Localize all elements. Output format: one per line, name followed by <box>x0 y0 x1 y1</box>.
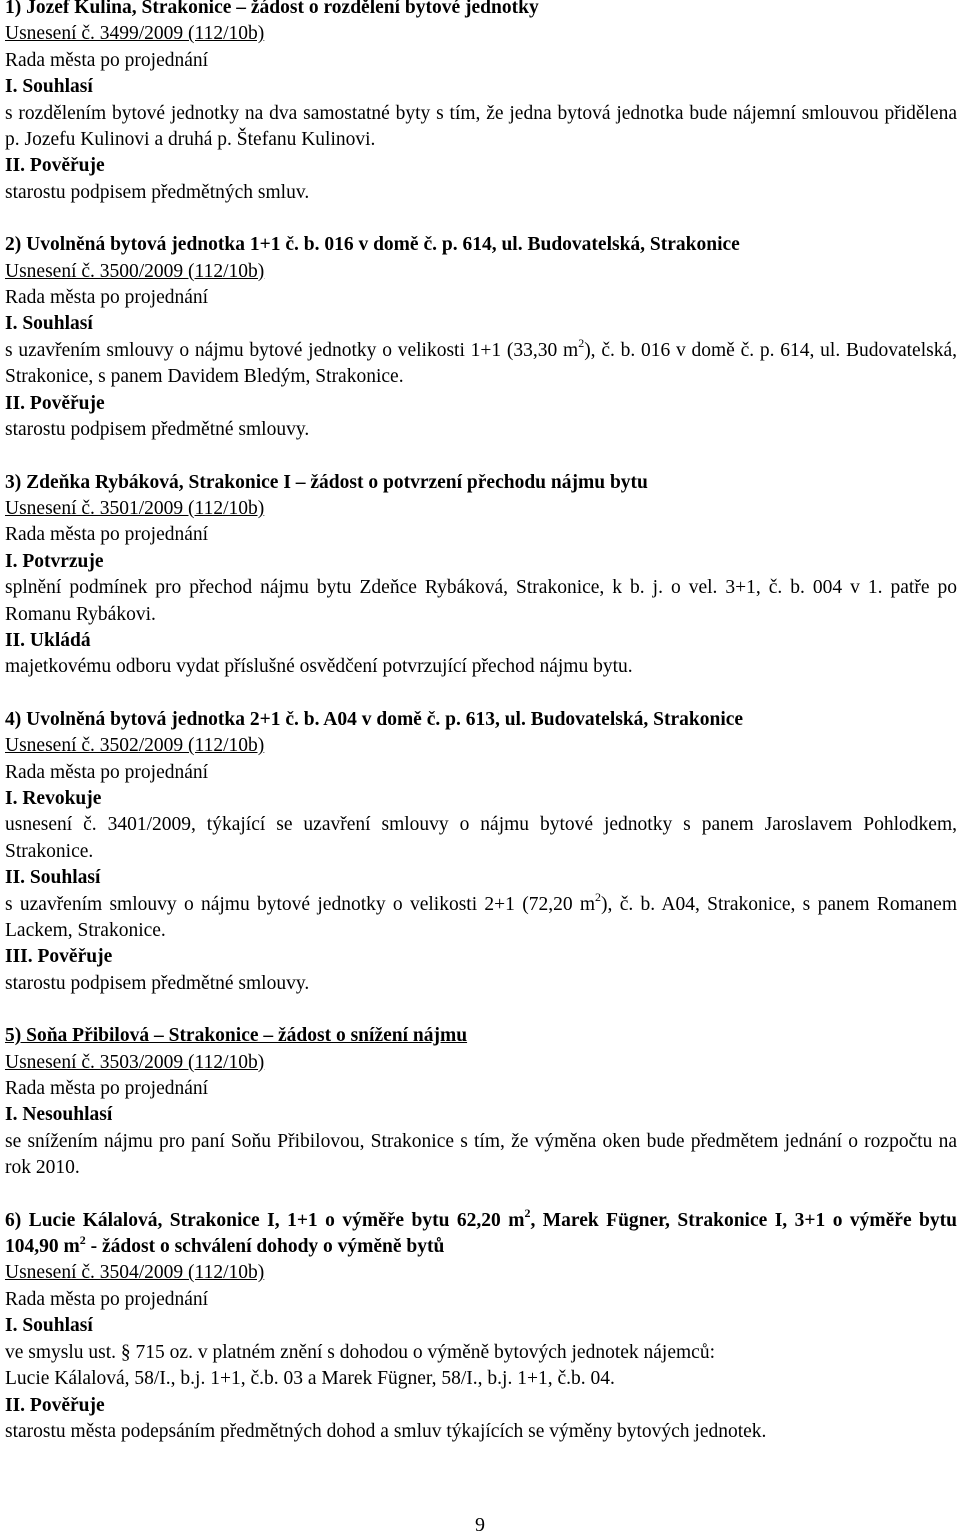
council-line: Rada města po projednání <box>5 761 209 783</box>
section-5 <box>5 1023 957 1181</box>
resolution-number: Usnesení č. 3501/2009 (112/10b) <box>5 497 265 519</box>
section-title: 5) Soňa Přibilová – Strakonice – žádost o snížení nájmu <box>5 1025 468 1047</box>
item-heading: I. Potvrzuje <box>5 550 104 572</box>
item-heading: II. Pověřuje <box>5 155 105 177</box>
item-text: starostu města podepsáním předmětných dohod a smluv týkajících se výměny bytových jednotek. <box>5 1420 767 1442</box>
section-6 <box>5 1208 957 1446</box>
title-part: - žádost o schválení dohody o výměně bytů <box>85 1236 445 1258</box>
document-page <box>5 0 957 1445</box>
council-line: Rada města po projednání <box>5 1078 209 1100</box>
item-text: majetkovému odboru vydat příslušné osvědčení potvrzující přechod nájmu bytu. <box>5 656 633 678</box>
page-number: 9 <box>475 1514 485 1536</box>
item-text: starostu podpisem předmětných smluv. <box>5 181 310 203</box>
item-heading: I. Souhlasí <box>5 76 93 98</box>
item-text-part: s uzavřením smlouvy o nájmu bytové jednotky o velikosti 2+1 (72,20 m <box>5 893 596 915</box>
title-part: , Marek Fügner, Strakonice I, 3+1 o výměře bytu 104,90 m <box>5 1209 957 1258</box>
item-heading: III. Pověřuje <box>5 946 113 968</box>
resolution-number: Usnesení č. 3504/2009 (112/10b) <box>5 1262 265 1284</box>
item-heading: I. Souhlasí <box>5 313 93 335</box>
resolution-number: Usnesení č. 3500/2009 (112/10b) <box>5 260 265 282</box>
item-text: splnění podmínek pro přechod nájmu bytu Zdeňce Rybáková, Strakonice, k b. j. o vel. 3+1, č. b. 004 v 1. patře po Romanu Rybákovi. <box>5 577 957 625</box>
item-heading: II. Pověřuje <box>5 1394 105 1416</box>
item-heading: I. Nesouhlasí <box>5 1104 113 1126</box>
resolution-number: Usnesení č. 3499/2009 (112/10b) <box>5 23 265 45</box>
superscript: 2 <box>79 1232 86 1247</box>
section-1 <box>5 0 957 206</box>
item-heading: I. Souhlasí <box>5 1315 93 1337</box>
item-text: se snížením nájmu pro paní Soňu Přibilovou, Strakonice s tím, že výměna oken bude předmětem jednání o rozpočtu na rok 2010. <box>5 1130 957 1179</box>
item-text: ve smyslu ust. § 715 oz. v platném znění s dohodou o výměně bytových jednotek nájemců: <box>5 1341 715 1363</box>
council-line: Rada města po projednání <box>5 524 209 546</box>
item-heading: II. Pověřuje <box>5 392 105 414</box>
section-3 <box>5 470 957 681</box>
title-part: 6) Lucie Kálalová, Strakonice I, 1+1 o výměře bytu 62,20 m <box>5 1209 525 1231</box>
section-2 <box>5 232 957 443</box>
item-text-part: s uzavřením smlouvy o nájmu bytové jednotky o velikosti 1+1 (33,30 m <box>5 339 579 361</box>
superscript: 2 <box>524 1206 531 1221</box>
item-text: s rozdělením bytové jednotky na dva samostatné byty s tím, že jedna bytová jednotka bude nájemní smlouvou přidělena p. Jozefu Kulinovi a druhá p. Štefanu Kulinovi. <box>5 102 957 151</box>
resolution-number: Usnesení č. 3503/2009 (112/10b) <box>5 1051 265 1073</box>
section-title: 1) Jozef Kulina, Strakonice – žádost o rozdělení bytové jednotky <box>5 0 539 18</box>
council-line: Rada města po projednání <box>5 49 209 71</box>
item-text <box>5 892 957 945</box>
superscript: 2 <box>578 336 585 351</box>
item-text: Lucie Kálalová, 58/I., b.j. 1+1, č.b. 03 a Marek Fügner, 58/I., b.j. 1+1, č.b. 04. <box>5 1368 615 1390</box>
item-text: starostu podpisem předmětné smlouvy. <box>5 419 310 441</box>
resolution-number: Usnesení č. 3502/2009 (112/10b) <box>5 735 265 757</box>
section-title: 3) Zdeňka Rybáková, Strakonice I – žádost o potvrzení přechodu nájmu bytu <box>5 471 648 493</box>
item-text <box>5 338 957 391</box>
item-heading: II. Souhlasí <box>5 867 101 889</box>
section-title: 4) Uvolněná bytová jednotka 2+1 č. b. A04 v domě č. p. 613, ul. Budovatelská, Strakonice <box>5 708 744 730</box>
item-text-part: ), č. b. 016 v domě č. p. 614, ul. Budovatelská, Strakonice, s panem Davidem Bledým, Strakonice. <box>5 339 957 388</box>
item-text-part: ), č. b. A04, Strakonice, s panem Romanem Lackem, Strakonice. <box>5 893 957 941</box>
item-heading: I. Revokuje <box>5 787 102 809</box>
council-line: Rada města po projednání <box>5 1288 209 1310</box>
section-title: 2) Uvolněná bytová jednotka 1+1 č. b. 016 v domě č. p. 614, ul. Budovatelská, Strakonice <box>5 234 740 256</box>
section-4 <box>5 707 957 997</box>
item-heading: II. Ukládá <box>5 629 91 651</box>
section-title <box>5 1208 957 1261</box>
item-text: starostu podpisem předmětné smlouvy. <box>5 972 310 994</box>
superscript: 2 <box>595 890 602 905</box>
council-line: Rada města po projednání <box>5 287 209 309</box>
item-text: usnesení č. 3401/2009, týkající se uzavření smlouvy o nájmu bytové jednotky s panem Jaroslavem Pohlodkem, Strakonice. <box>5 814 957 862</box>
